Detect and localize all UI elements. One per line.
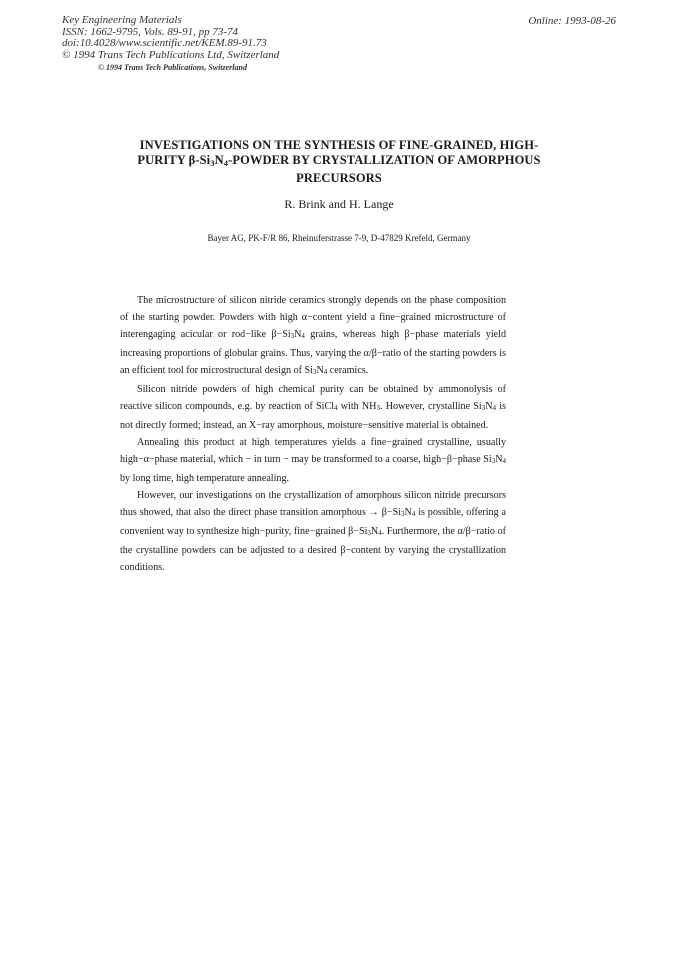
affiliation: Bayer AG, PK-F/R 86, Rheinuferstrasse 7-9, D-47829 Krefeld, Germany: [207, 233, 471, 243]
journal-name: Key Engineering Materials: [62, 14, 182, 26]
paragraph-3: Annealing this product at high temperatures yields a fine−grained crystalline, usually high−α−phase material, which − in turn − may be transformed to a coarse, high−β−phase $Si_3N_4$ by long time, high temperature annealing.: [120, 437, 506, 484]
doi-line: doi:10.4028/www.scientific.net/KEM.89-91.73: [62, 37, 267, 49]
copyright-line: © 1994 Trans Tech Publications Ltd, Switzerland: [62, 48, 280, 61]
publication-info: [62, 15, 279, 74]
title-line-1: INVESTIGATIONS ON THE SYNTHESIS OF FINE-GRAINED, HIGH-: [139, 138, 539, 152]
title-line-2: PURITY $\beta-Si_3N_4$-POWDER BY CRYSTALLIZATION OF AMORPHOUS: [137, 153, 541, 168]
paragraph-4: However, our investigations on the crystallization of amorphous silicon nitride precursors thus showed, that also the direct phase transition amorphous → $\beta-Si_3N_4$ is possible, offering a convenient way to synthesize high−purity, fine−grained $\beta-Si_3N_4$. Furthermore, the α/β−ratio of the crystalline powders can be adjusted to a desired β−content by varying the crystallization conditions.: [120, 490, 506, 573]
scan-speck: [210, 730, 211, 731]
original-copyright-line: © 1994 Trans Tech Publications, Switzerland: [98, 63, 247, 72]
paragraph-2: Silicon nitride powders of high chemical purity can be obtained by ammonolysis of reactive silicon compounds, e.g. by reaction of SiCl$_4$ with $NH_3$. However, crystalline $Si_3N_4$ is not directly formed; instead, an X−ray amorphous, moisture−sensitive material is obtained.: [120, 384, 506, 431]
title-line-3: PRECURSORS: [296, 171, 382, 185]
paper-title: [100, 138, 578, 186]
authors: R. Brink and H. Lange: [284, 197, 394, 211]
paragraph-1: The microstructure of silicon nitride ceramics strongly depends on the phase composition of the starting powder. Powders with high α−content yield a fine−grained microstructure of interengaging acicular or rod−like $\beta-Si_3N_4$ grains, whereas high β−phase materials yield increasing proportions of globular grains. Thus, varying the α/β−ratio of the starting powders is an efficient tool for microstructural design of $Si_3N_4$ ceramics.: [120, 295, 506, 376]
online-date: Online: 1993-08-26: [528, 15, 616, 27]
issn-line: ISSN: 1662-9795, Vols. 89-91, pp 73-74: [62, 25, 238, 38]
abstract-body: [120, 292, 506, 576]
